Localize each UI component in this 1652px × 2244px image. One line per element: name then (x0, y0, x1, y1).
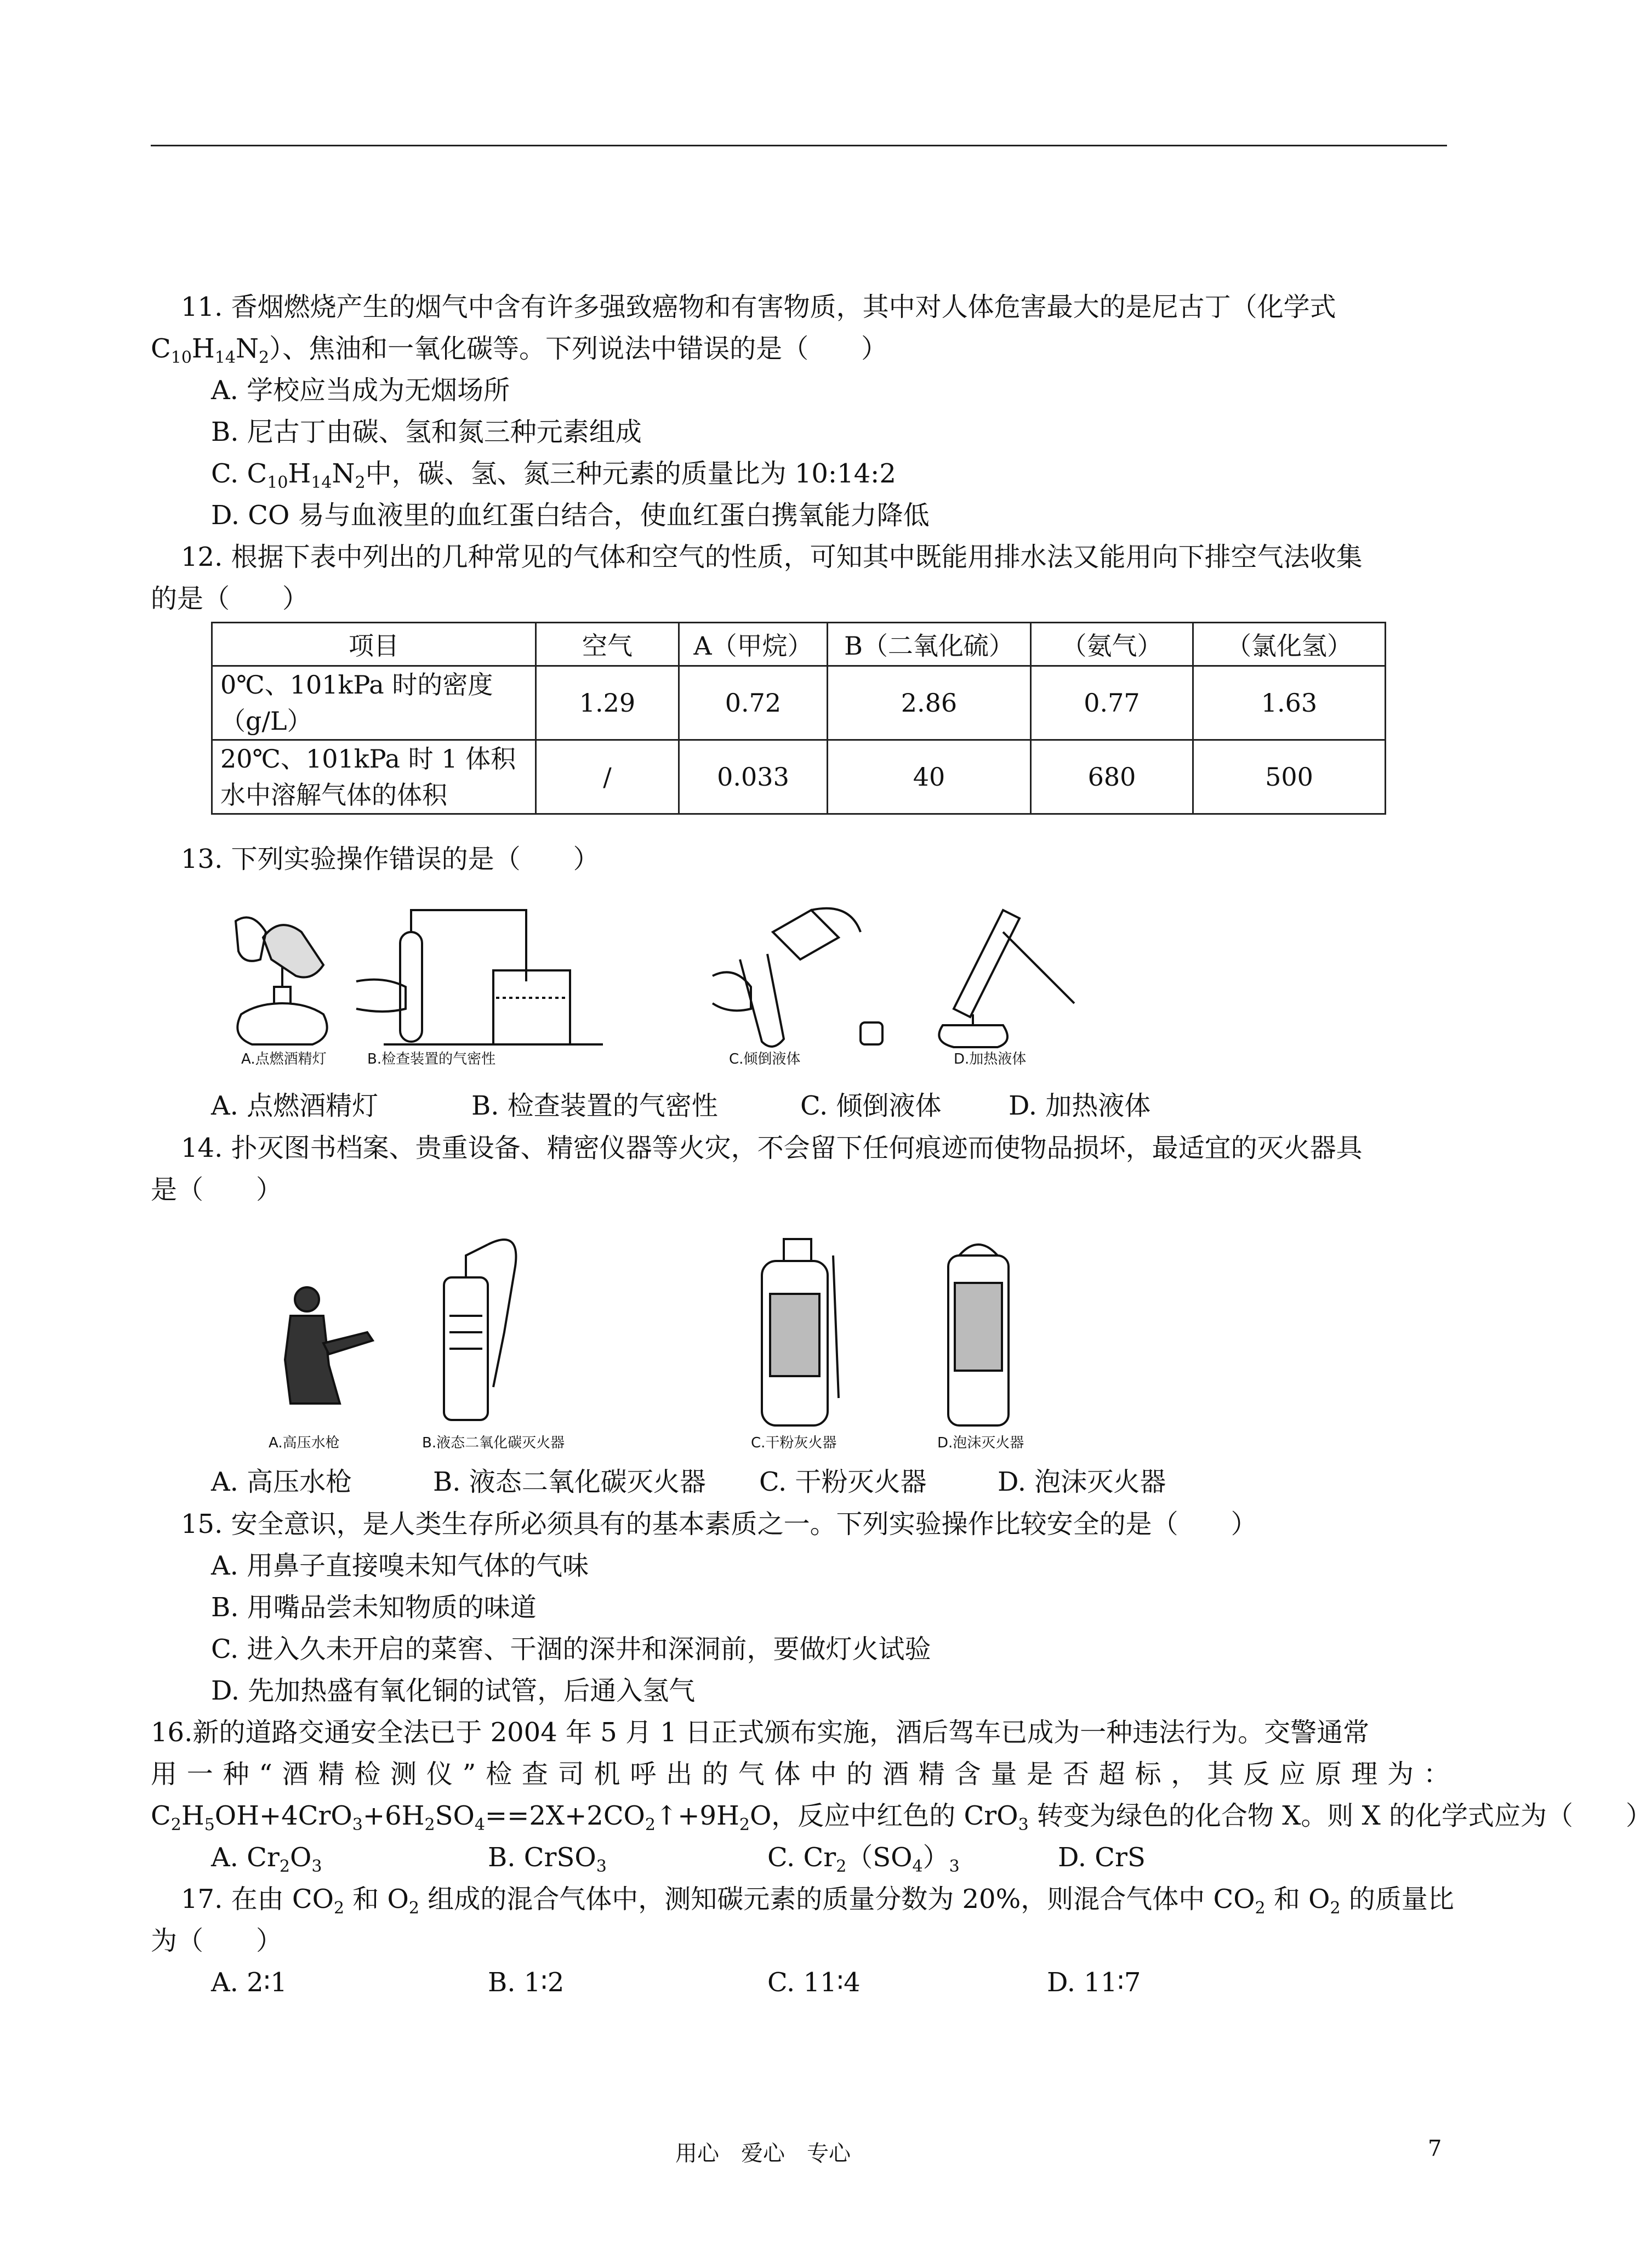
q16-stem-line1: 16.新的道路交通安全法已于 2004 年 5 月 1 日正式颁布实施，酒后驾车已成为一种违法行为。交警通常 (151, 1717, 1370, 1748)
high-pressure-water-gun-illustration (285, 1287, 373, 1404)
q11-stem-line1: 11. 香烟燃烧产生的烟气中含有许多强致癌物和有害物质，其中对人体危害最大的是尼古丁（化学式 (181, 292, 1336, 322)
dry-powder-extinguisher-illustration (762, 1239, 839, 1425)
q14-option-c: C. 干粉灭火器 (759, 1467, 927, 1497)
table-row (212, 666, 1386, 740)
q17-stem-line1: 17. 在由 $CO_2$ 和 $O_2$ 组成的混合气体中，测知碳元素的质量分数为 20%，则混合气体中 $CO_2$ 和 $O_2$ 的质量比 (181, 1884, 1454, 1918)
table-row-label: 20℃、101kPa 时 1 体积 水中溶解气体的体积 (212, 740, 536, 814)
table-header-cell: 项目 (212, 623, 536, 666)
figure-caption: D.加热液体 (954, 1051, 1027, 1067)
q11-option-a: A. 学校应当成为无烟场所 (211, 375, 510, 406)
q16-option-c: C. $Cr_2(SO_4)_3$ (767, 1842, 960, 1876)
q11-option-c: C. $C_{10}H_{14}N_2$中，碳、氢、氮三种元素的质量比为 10:14:2 (211, 458, 896, 492)
liquid-co2-extinguisher-illustration (444, 1240, 516, 1420)
heating-liquid-illustration (939, 910, 1074, 1047)
footer-slogan: 用心 爱心 专心 (675, 2141, 851, 2166)
figure-caption: B.液态二氧化碳灭火器 (422, 1435, 565, 1451)
table-cell: 0.77 (1031, 666, 1193, 740)
table-header-cell: （氨气） (1031, 623, 1193, 666)
figure-caption: C.倾倒液体 (729, 1051, 801, 1067)
q11-option-b: B. 尼古丁由碳、氢和氮三种元素组成 (211, 417, 642, 447)
q13-lab-figures (219, 899, 1151, 1069)
pouring-liquid-illustration (713, 908, 882, 1047)
q15-option-b: B. 用嘴品尝未知物质的味道 (211, 1592, 537, 1623)
figure-caption: C.干粉灰火器 (751, 1435, 837, 1451)
table-cell: 0.033 (679, 740, 828, 814)
table-cell: 500 (1193, 740, 1386, 814)
table-header-row (212, 623, 1386, 666)
q17-option-c: C. 11∶4 (767, 1967, 861, 1998)
q16-stem-line2: 用一种“酒精检测仪”检查司机呼出的气体中的酒精含量是否超标，其反应原理为： (151, 1759, 1450, 1789)
table-cell: 40 (828, 740, 1031, 814)
foam-extinguisher-illustration (948, 1245, 1009, 1425)
q14-option-b: B. 液态二氧化碳灭火器 (433, 1467, 706, 1497)
q14-stem-line2: 是（ ） (151, 1174, 283, 1205)
q13-option-b: B. 检查装置的气密性 (471, 1090, 718, 1121)
table-row-label: 0℃、101kPa 时的密度 （g/L） (212, 666, 536, 740)
q13-option-a: A. 点燃酒精灯 (211, 1090, 379, 1121)
q15-option-a: A. 用鼻子直接嗅未知气体的气味 (211, 1550, 589, 1581)
q15-option-c: C. 进入久未开启的菜窖、干涸的深井和深洞前，要做灯火试验 (211, 1634, 931, 1664)
q17-option-b: B. 1∶2 (488, 1967, 565, 1998)
figure-caption: D.泡沫灭火器 (937, 1435, 1024, 1451)
gas-properties-table (211, 622, 1386, 815)
table-header-cell: 空气 (536, 623, 679, 666)
table-header-cell: B（二氧化硫） (828, 623, 1031, 666)
figure-caption: A.点燃酒精灯 (241, 1051, 327, 1067)
table-cell: 0.72 (679, 666, 828, 740)
q14-stem-line1: 14. 扑灭图书档案、贵重设备、精密仪器等火灾，不会留下任何痕迹而使物品损坏，最适宜的灭火器具 (181, 1133, 1363, 1163)
figure-caption: A.高压水枪 (269, 1435, 340, 1451)
figure-caption: B.检查装置的气密性 (367, 1051, 496, 1067)
q12-stem-line1: 12. 根据下表中列出的几种常见的气体和空气的性质，可知其中既能用排水法又能用向下排空气法收集 (181, 542, 1363, 572)
q13-option-d: D. 加热液体 (1009, 1090, 1151, 1121)
table-cell: / (536, 740, 679, 814)
q17-option-d: D. 11∶7 (1047, 1967, 1141, 1998)
alcohol-lamp-lighting-illustration (236, 917, 327, 1044)
q16-option-a: A. $Cr_2O_3$ (211, 1842, 322, 1876)
q15-stem: 15. 安全意识，是人类生存所必须具有的基本素质之一。下列实验操作比较安全的是（ ） (181, 1509, 1257, 1539)
airtightness-check-illustration (356, 910, 603, 1044)
q17-stem-line2: 为（ ） (151, 1925, 283, 1956)
q13-option-c: C. 倾倒液体 (800, 1090, 942, 1121)
table-cell: 1.63 (1193, 666, 1386, 740)
q13-stem: 13. 下列实验操作错误的是（ ） (181, 844, 600, 874)
q14-option-a: A. 高压水枪 (211, 1467, 352, 1497)
q16-option-b: B. CrSO$_3$ (488, 1842, 607, 1876)
q14-extinguisher-figures (258, 1223, 1107, 1453)
table-header-cell: （氯化氢） (1193, 623, 1386, 666)
table-cell: 2.86 (828, 666, 1031, 740)
page-number: 7 (1428, 2136, 1442, 2161)
header-rule (151, 145, 1447, 146)
table-row (212, 740, 1386, 814)
table-header-cell: A（甲烷） (679, 623, 828, 666)
q15-option-d: D. 先加热盛有氧化铜的试管，后通入氢气 (211, 1675, 696, 1706)
table-cell: 1.29 (536, 666, 679, 740)
table-cell: 680 (1031, 740, 1193, 814)
q12-stem-line2: 的是（ ） (151, 583, 309, 614)
q11-option-d: D. CO 易与血液里的血红蛋白结合，使血红蛋白携氧能力降低 (211, 500, 930, 531)
q11-stem-line2: $C_{10}H_{14}N_2$）、焦油和一氧化碳等。下列说法中错误的是（ ） (151, 333, 888, 367)
q17-option-a: A. 2∶1 (211, 1967, 287, 1998)
q16-option-d: D. CrS (1058, 1842, 1146, 1873)
q16-equation-line: $C_2H_5OH+4CrO_3+6H_2SO_4==2X+2CO_2↑+9H_2O$，反应中红色的 CrO$_3$ 转变为绿色的化合物 X。则 X 的化学式应为（ ） (151, 1800, 1652, 1834)
q14-option-d: D. 泡沫灭火器 (998, 1467, 1166, 1497)
